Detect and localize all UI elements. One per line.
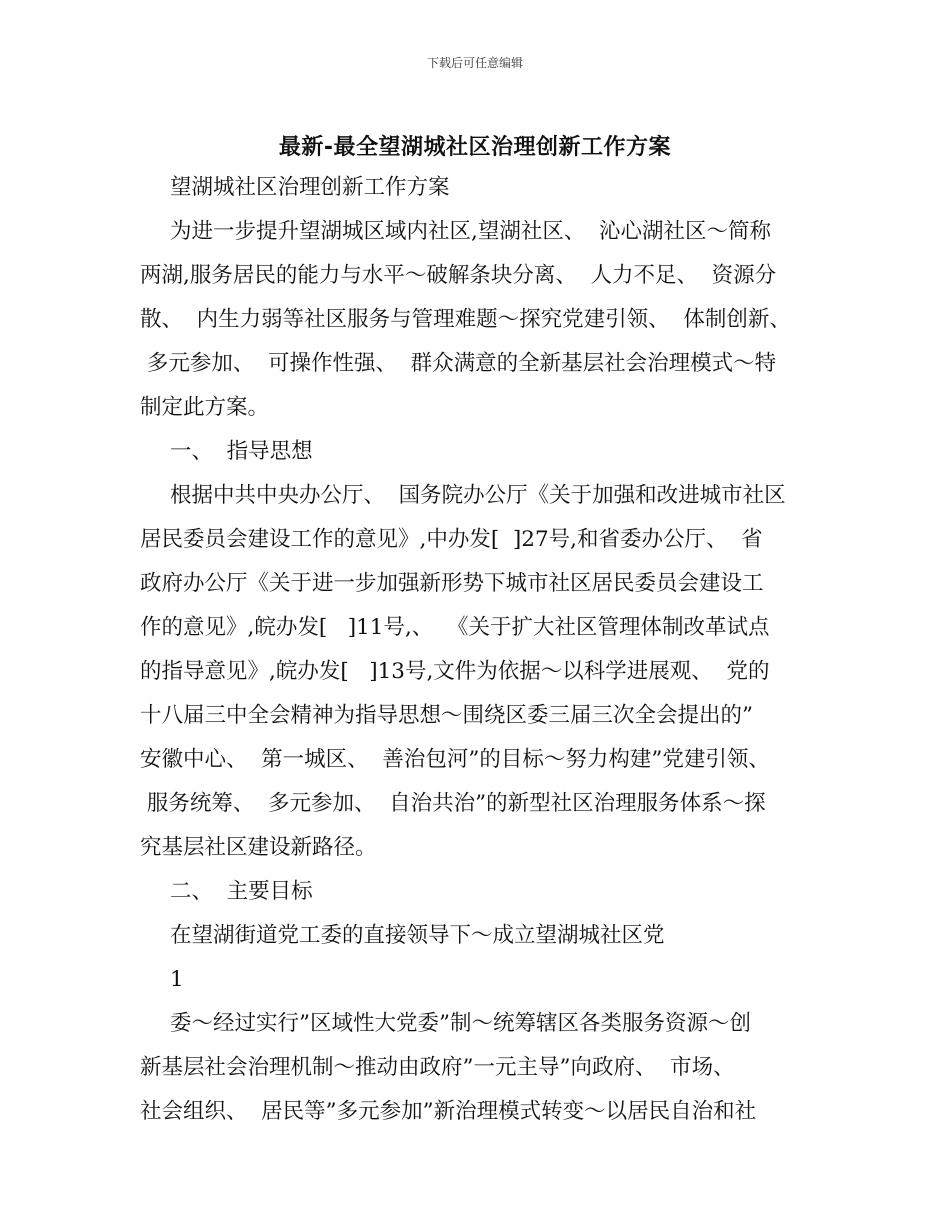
text-line: 二、 主要目标 <box>170 879 313 904</box>
text-line: 根据中共中央办公厅、 国务院办公厅《关于加强和改进城市社区 <box>170 483 786 508</box>
text-line: 十八届三中全会精神为指导思想～围绕区委三届三次全会提出的” <box>140 703 753 728</box>
text-line: 作的意见》,皖办发[ ]11号,、 《关于扩大社区管理体制改革试点 <box>140 615 770 640</box>
page-header-note: 下载后可任意编辑 <box>426 56 523 70</box>
text-line: 安徽中心、 第一城区、 善治包河”的目标～努力构建”党建引领、 <box>140 747 770 772</box>
text-line: 散、 内生力弱等社区服务与管理难题～探究党建引领、 体制创新、 <box>140 307 791 332</box>
text-line: 居民委员会建设工作的意见》,中办发[ ]27号,和省委办公厅、 省 <box>140 527 763 552</box>
document-body <box>140 166 820 1134</box>
document-title: 最新-最全望湖城社区治理创新工作方案 <box>278 135 672 160</box>
text-line: 服务统筹、 多元参加、 自治共治”的新型社区治理服务体系～探 <box>140 791 766 816</box>
text-line: 1 <box>170 967 184 992</box>
text-line: 政府办公厅《关于进一步加强新形势下城市社区居民委员会建设工 <box>140 571 764 596</box>
text-line: 究基层社区建设新路径。 <box>140 835 377 860</box>
text-line: 多元参加、 可操作性强、 群众满意的全新基层社会治理模式～特 <box>140 351 777 376</box>
text-line: 望湖城社区治理创新工作方案 <box>170 175 450 200</box>
text-line: 社会组织、 居民等”多元参加”新治理模式转变～以居民自治和社 <box>140 1099 757 1124</box>
text-line: 制定此方案。 <box>140 395 270 420</box>
text-line: 一、 指导思想 <box>170 439 313 464</box>
text-line: 新基层社会治理机制～推动由政府”一元主导”向政府、 市场、 <box>140 1055 735 1080</box>
text-line: 两湖,服务居民的能力与水平～破解条块分离、 人力不足、 资源分 <box>140 263 777 288</box>
text-line: 为进一步提升望湖城区域内社区,望湖社区、 沁心湖社区～简称 <box>170 219 772 244</box>
text-line: 委～经过实行”区域性大党委”制～统筹辖区各类服务资源～创 <box>170 1011 751 1036</box>
text-line: 的指导意见》,皖办发[ ]13号,文件为依据～以科学进展观、 党的 <box>140 659 770 684</box>
text-line: 在望湖街道党工委的直接领导下～成立望湖城社区党 <box>170 923 665 948</box>
